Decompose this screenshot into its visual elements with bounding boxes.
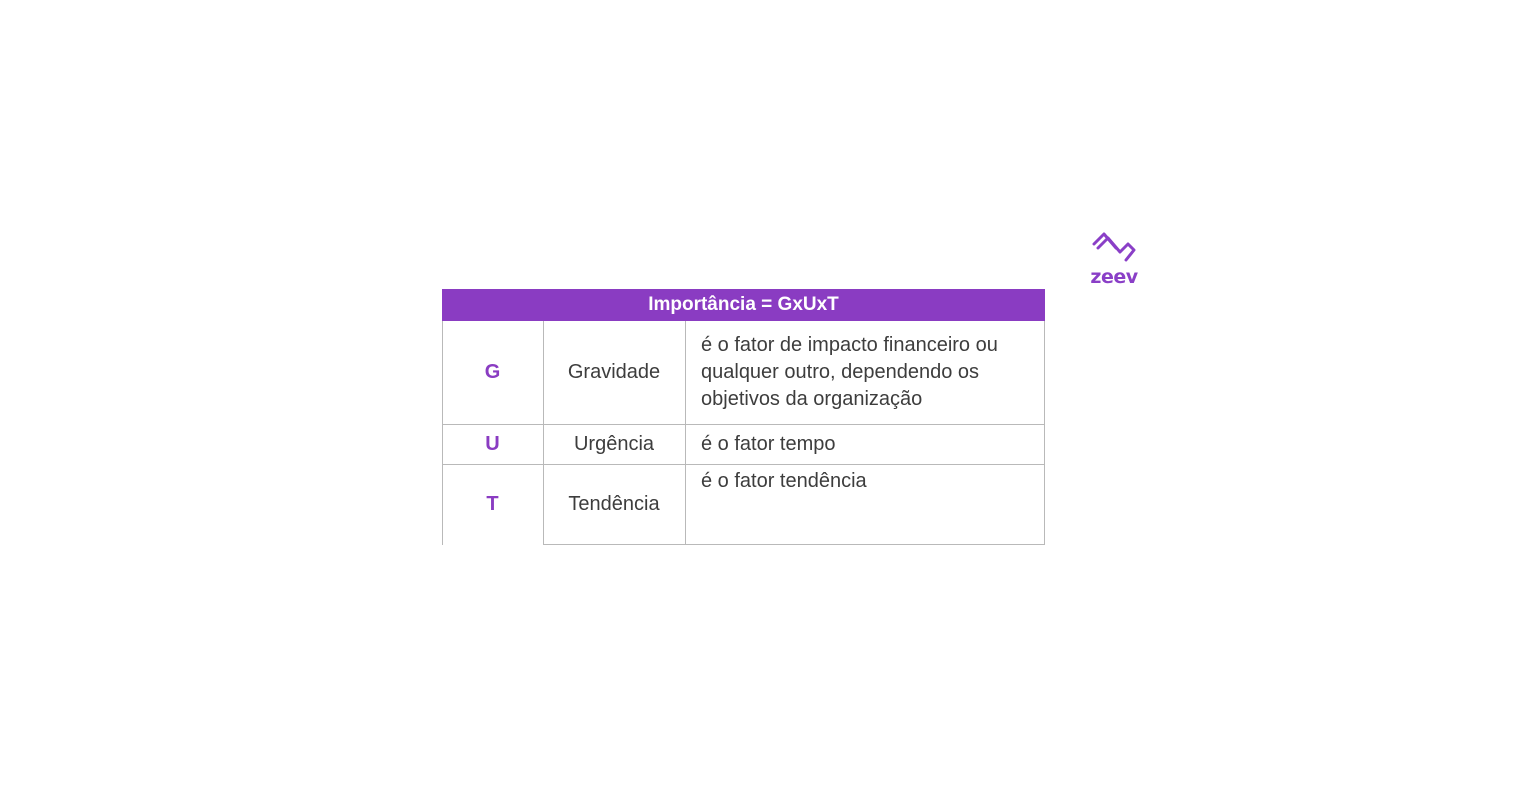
row-name: Gravidade	[567, 361, 661, 383]
grid-line	[442, 321, 443, 545]
table-row-tendencia	[442, 464, 1045, 545]
table-row-urgencia	[442, 424, 1045, 464]
zeev-logo	[1088, 228, 1140, 290]
grid-line	[543, 544, 1045, 545]
row-name: Urgência	[573, 432, 655, 455]
grid-line	[442, 424, 1045, 425]
zeev-logo-icon	[1088, 228, 1140, 268]
row-letter: G	[484, 361, 501, 383]
row-description-text: é o fator tendência	[701, 470, 867, 492]
row-name: Tendência	[568, 493, 660, 515]
grid-line	[685, 321, 686, 545]
table-row-gravidade	[442, 321, 1045, 424]
table-header: Importância = GxUxT	[442, 289, 1045, 321]
row-description-text: é o fator de impacto financeiro ou qualquer outro, dependendo os objetivos da organização	[701, 334, 998, 410]
gut-table	[442, 289, 1045, 545]
row-letter: U	[485, 432, 500, 455]
row-description-text: é o fator tempo	[701, 432, 836, 455]
row-description	[685, 321, 1045, 424]
row-description	[685, 424, 1045, 464]
row-description	[685, 464, 1045, 545]
grid-line	[1044, 321, 1045, 545]
grid-line	[442, 464, 1045, 465]
row-letter: T	[486, 493, 499, 515]
grid-line	[543, 321, 544, 545]
logo-text: zeev	[1090, 266, 1138, 288]
